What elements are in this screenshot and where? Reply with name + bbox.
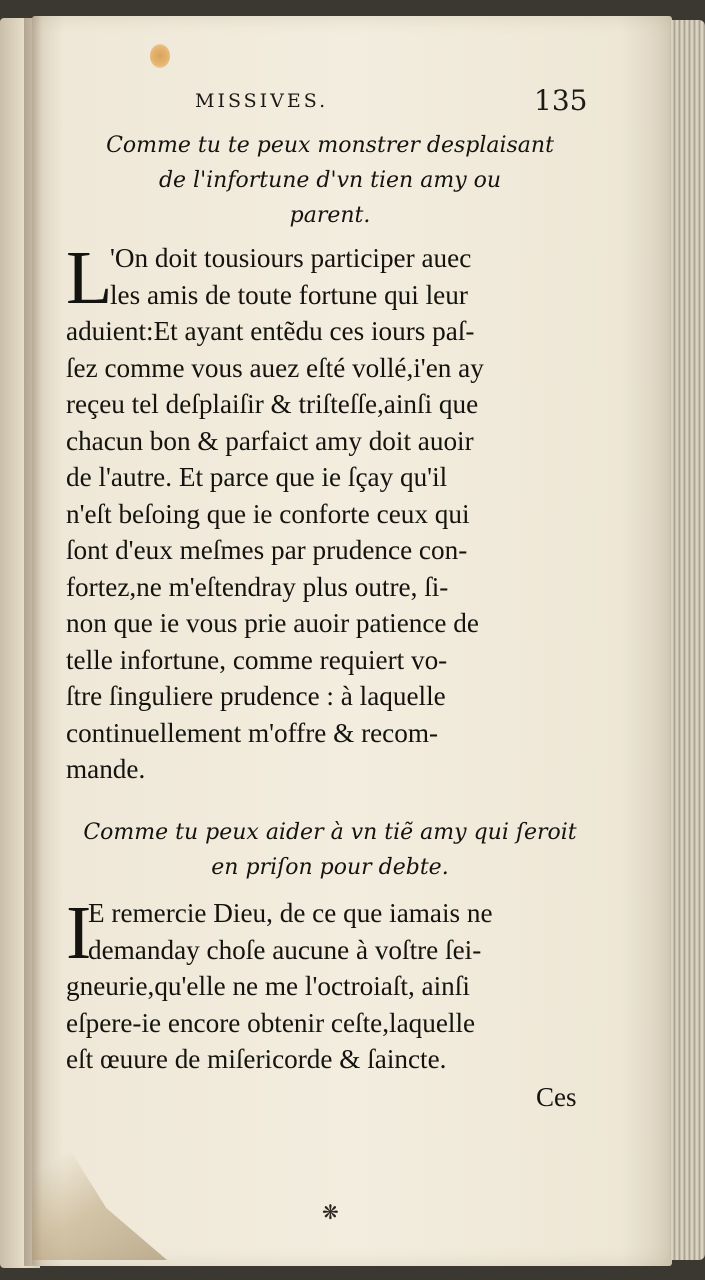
text-line: fortez,ne m'eſtendray plus outre, ſi- — [66, 571, 449, 602]
text-line: 'On doit tousiours participer auec — [110, 243, 472, 273]
running-title: MISSIVES. — [195, 90, 329, 112]
text-line: aduient:Et ayant entẽdu ces iours paſ- — [66, 316, 475, 346]
heading-line: Comme tu peux aider à vn tiẽ amy qui ſeroit — [83, 820, 577, 845]
text-line: chacun bon & parfaict amy doit auoir — [66, 425, 474, 456]
letter-body — [66, 891, 590, 1078]
page-block-edges — [670, 20, 705, 1260]
heading-line: parent. — [289, 203, 371, 228]
text-line: n'eſt beſoing que ie conforte ceux qui — [66, 498, 470, 529]
letter-heading — [60, 128, 600, 233]
text-line: les amis de toute fortune qui leur — [110, 279, 468, 310]
drop-cap: I — [66, 891, 92, 975]
text-line: ſont d'eux meſmes par prudence con- — [66, 535, 468, 565]
heading-line: en priſon pour debte. — [211, 855, 449, 880]
page-header — [60, 86, 600, 126]
text-line: de l'autre. Et parce que ie ſçay qu'il — [66, 462, 448, 492]
heading-line: de l'infortune d'vn tien amy ou — [158, 168, 502, 193]
text-line: gneurie,qu'elle ne me l'octroiaſt, ainſi — [66, 971, 470, 1001]
text-line: telle infortune, comme requiert vo- — [66, 644, 448, 675]
text-line: continuellement m'offre & recom- — [66, 717, 439, 748]
text-line: reçeu tel deſplaiſir & triſteſſe,ainſi que — [66, 389, 479, 419]
drop-cap: L — [66, 236, 113, 320]
text-line: demanday choſe aucune à voſtre ſei- — [88, 934, 482, 965]
text-line: E remercie Dieu, de ce que iamais ne — [88, 898, 493, 928]
letter-body — [66, 236, 590, 788]
text-line: ſez comme vous auez eſté vollé,i'en ay — [66, 352, 484, 383]
paper-stain — [150, 44, 170, 68]
text-line: non que ie vous prie auoir patience de — [66, 608, 479, 638]
letter-heading — [60, 815, 600, 885]
heading-line: Comme tu te peux monstrer desplaisant — [106, 133, 554, 158]
page-number: 135 — [534, 84, 588, 117]
text-line: ſtre ſinguliere prudence : à laquelle — [66, 681, 446, 711]
fleuron-ornament-icon: ❋ — [322, 1200, 339, 1224]
text-line: eſt œuure de miſericorde & ſaincte. — [66, 1044, 447, 1074]
text-line: eſpere-ie encore obtenir ceſte,laquelle — [66, 1007, 476, 1038]
catchword: Ces — [536, 1082, 577, 1112]
text-line: mande. — [66, 754, 146, 784]
gutter-shadow — [24, 16, 42, 1266]
